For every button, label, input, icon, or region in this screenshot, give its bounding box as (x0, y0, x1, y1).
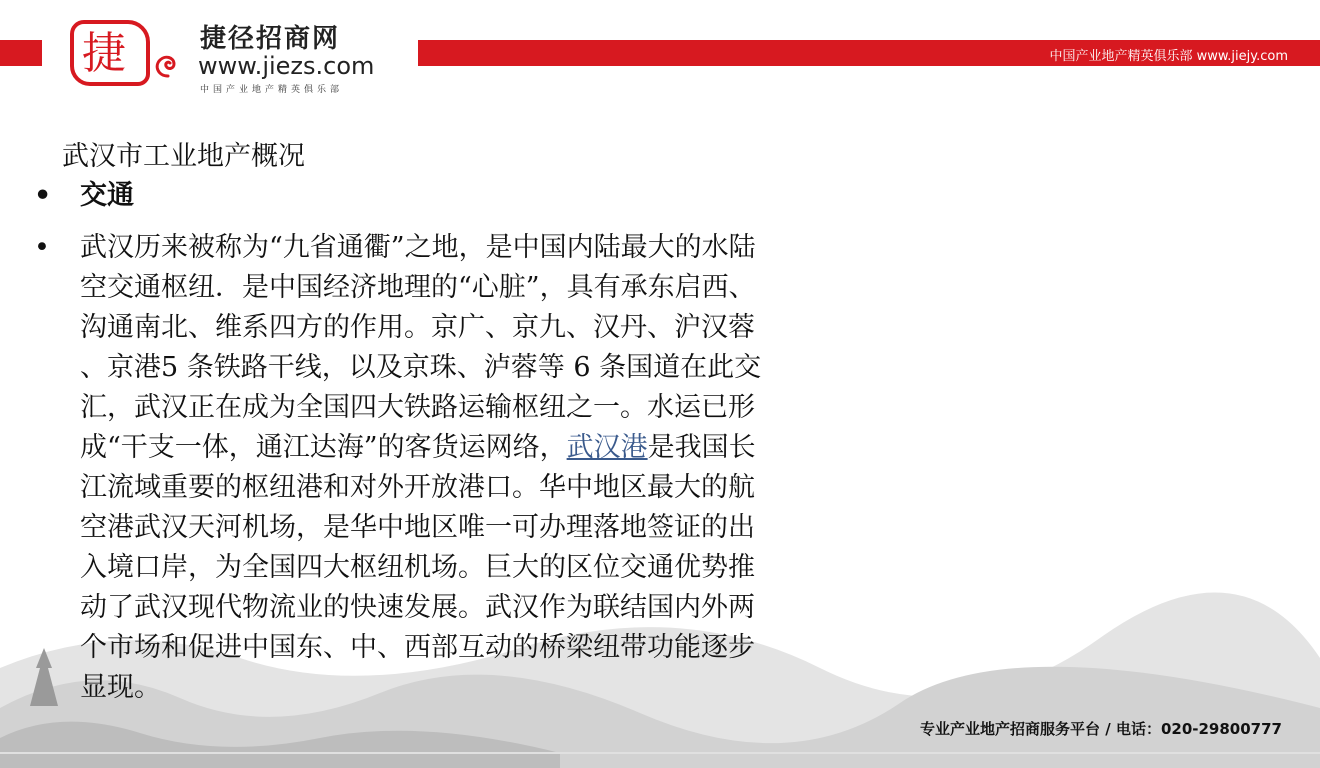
swirl-icon (150, 46, 186, 82)
description-paragraph (80, 228, 1230, 708)
paragraph-line: 、京港5 条铁路干线，以及京珠、泸蓉等 6 条国道在此交 (80, 352, 762, 383)
footer-contact: 专业产业地产招商服务平台 / 电话：020-29800777 (920, 720, 1282, 738)
bullet-heading: 交通 (80, 180, 134, 211)
paragraph-line: 沟通南北、维系四方的作用。京广、京九、汉丹、沪汉蓉 (80, 312, 755, 343)
header-bar-left (0, 40, 42, 66)
header-banner (418, 40, 1320, 66)
seal-char: 捷 (82, 28, 126, 79)
paragraph-line: 个市场和促进中国东、中、西部互动的桥梁纽带功能逐步 (80, 632, 755, 663)
paragraph-line: 入境口岸，为全国四大枢纽机场。巨大的区位交通优势推 (80, 552, 755, 583)
paragraph-line: 江流域重要的枢纽港和对外开放港口。华中地区最大的航 (80, 472, 755, 503)
paragraph-line: 空港武汉天河机场，是华中地区唯一可办理落地签证的出 (80, 512, 755, 543)
brand-tagline: 中国产业地产精英俱乐部 (200, 85, 344, 95)
brand-name: 捷径招商网 (200, 24, 341, 54)
paragraph-line: 汇，武汉正在成为全国四大铁路运输枢纽之一。水运已形 (80, 392, 755, 423)
logo-seal (70, 20, 150, 86)
paragraph-line: 空交通枢纽．是中国经济地理的“心脏”，具有承东启西、 (80, 272, 756, 303)
bullet-item-transport (28, 176, 1228, 216)
line-text-after-link: 是我国长 (647, 432, 756, 463)
banner-text: 中国产业地产精英俱乐部 www.jiejy.com (1049, 49, 1288, 64)
paragraph-line: 显现。 (80, 672, 161, 703)
line-text-before-link: 成“干支一体，通江达海”的客货运网络， (80, 432, 567, 463)
bullet-icon: • (34, 180, 52, 211)
wuhan-port-link[interactable]: 武汉港 (566, 432, 648, 463)
paragraph-line-with-link (80, 428, 1230, 468)
bullet-item-description (28, 228, 1228, 708)
slide-title: 武汉市工业地产概况 (62, 141, 305, 172)
bullet-list (28, 176, 1228, 708)
paragraph-line: 动了武汉现代物流业的快速发展。武汉作为联结国内外两 (80, 592, 755, 623)
brand-url: www.jiezs.com (198, 52, 375, 80)
bullet-icon: • (34, 232, 50, 263)
paragraph-line: 武汉历来被称为“九省通衢”之地，是中国内陆最大的水陆 (80, 232, 756, 263)
